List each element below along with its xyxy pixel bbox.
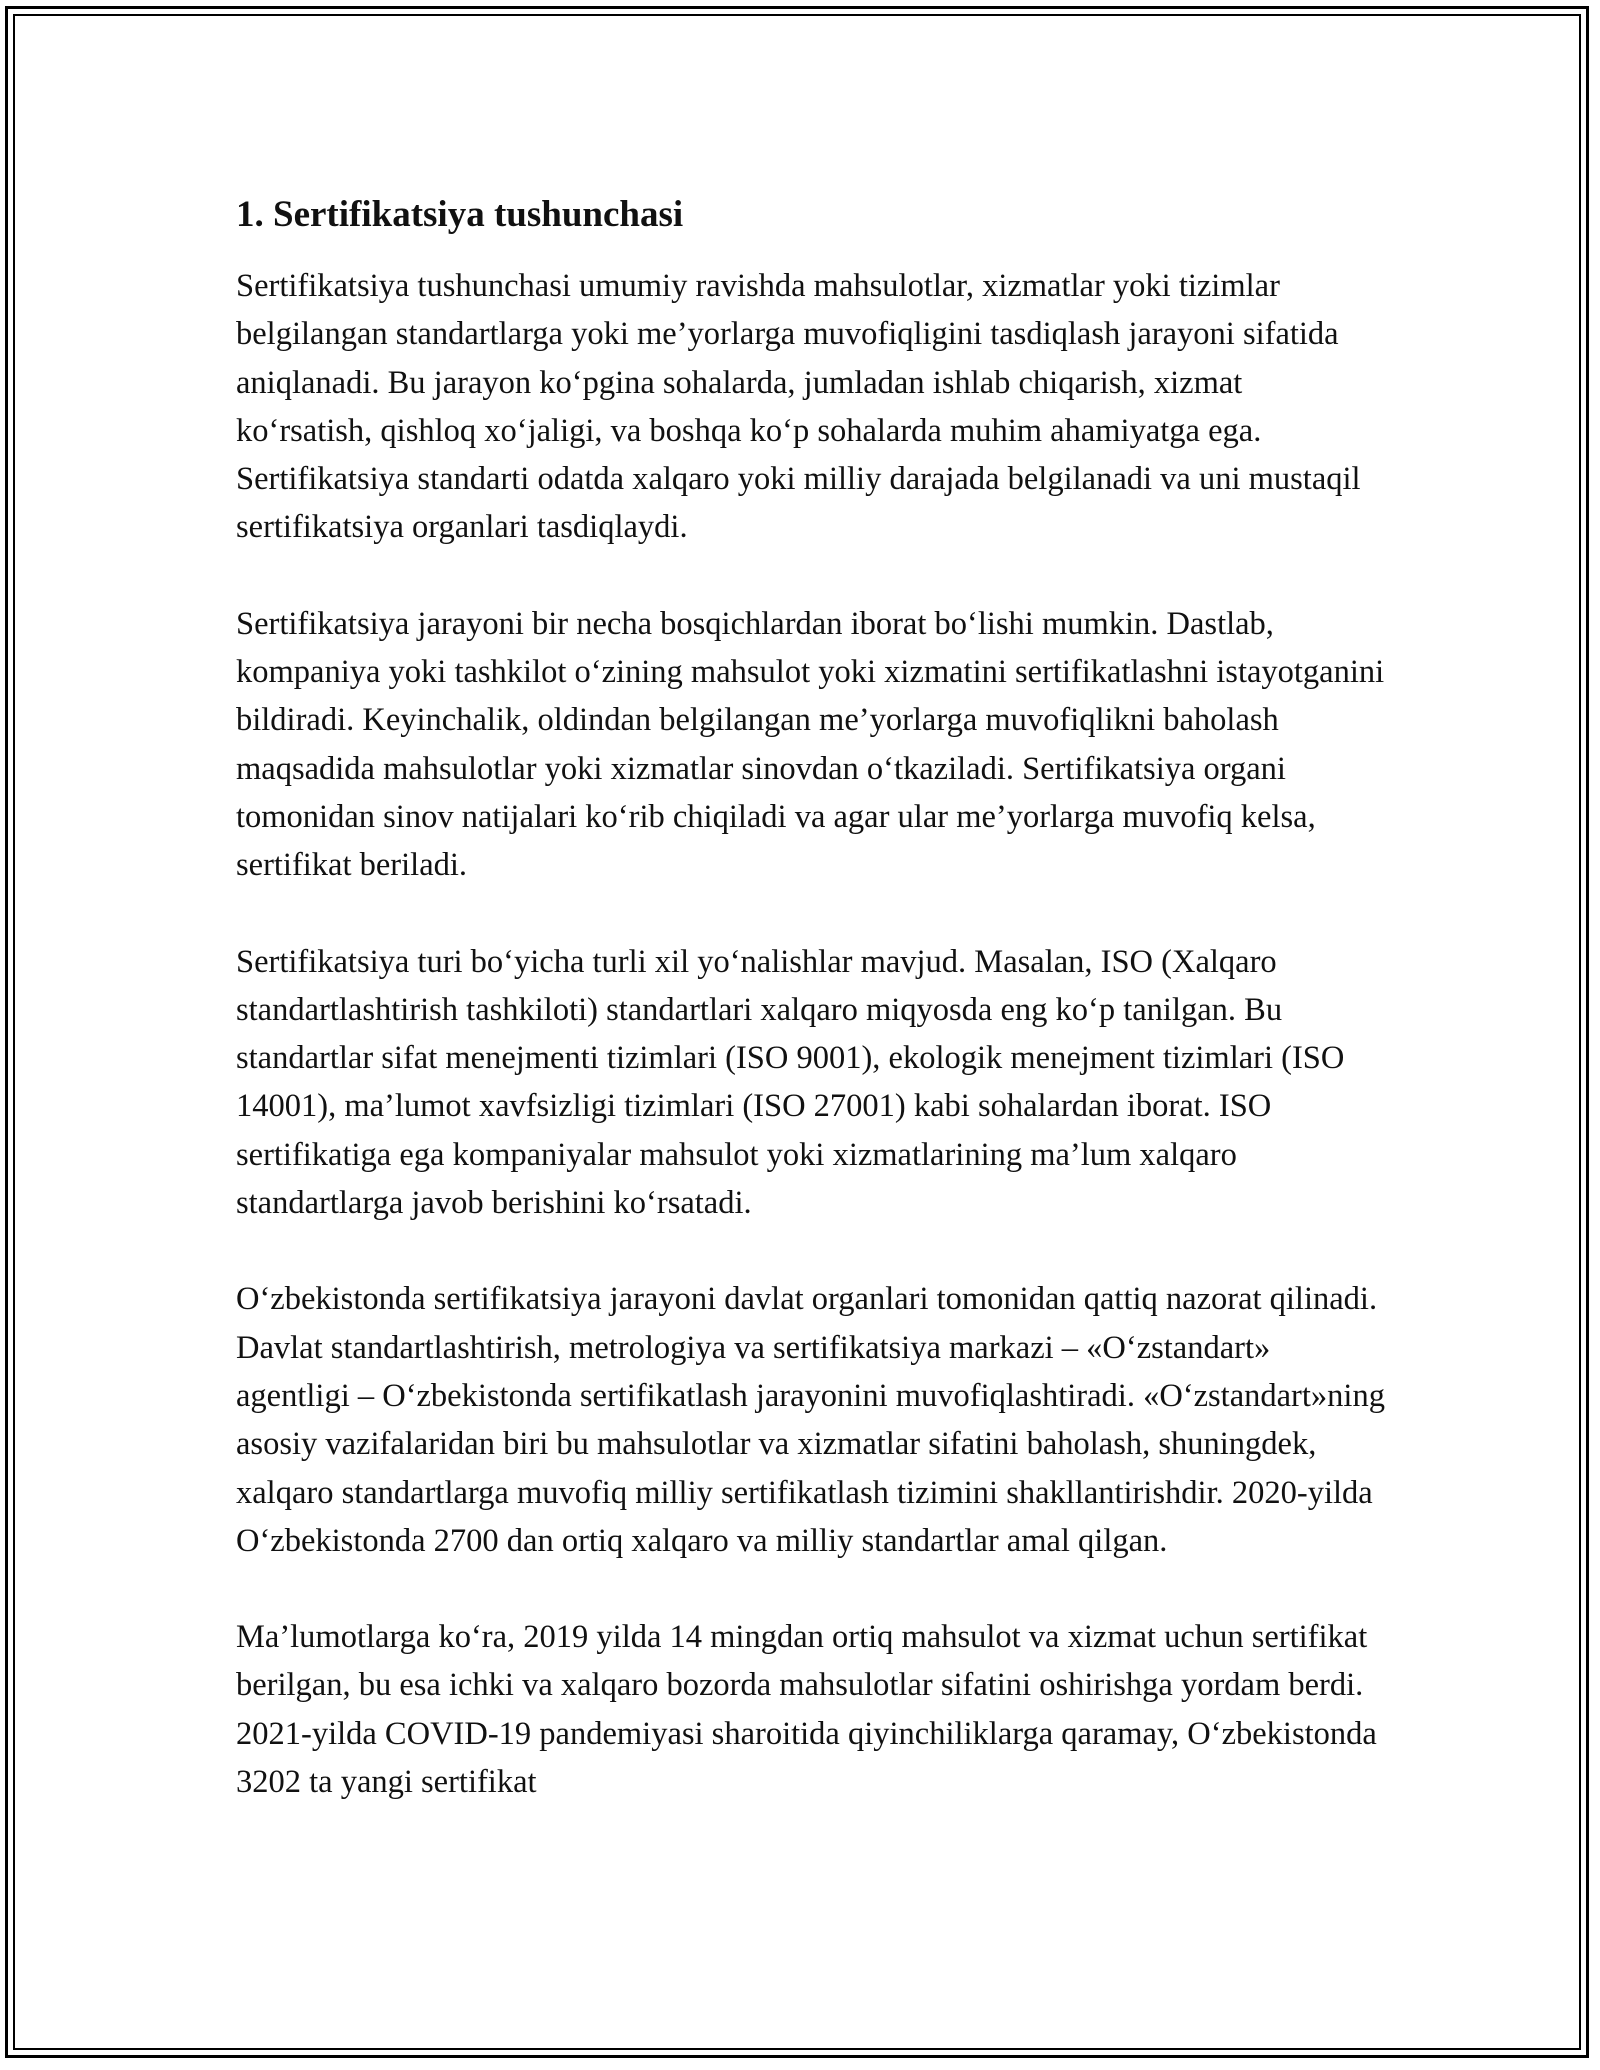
paragraph-1: Sertifikatsiya tushunchasi umumiy ravishda mahsulotlar, xizmatlar yoki tizimlar belgilangan standartlarga yoki me’yorlarga muvofiqligini tasdiqlash jarayoni sifatida aniqlanadi. Bu jarayon koʻpgina sohalarda, jumladan ishlab chiqarish, xizmat koʻrsatish, qishloq xoʻjaligi, va boshqa koʻp sohalarda muhim ahamiyatga ega. Sertifikatsiya standarti odatda xalqaro yoki milliy darajada belgilanadi va uni mustaqil sertifikatsiya organlari tasdiqlaydi. [236, 268, 1361, 546]
paragraph-3: Sertifikatsiya turi boʻyicha turli xil yoʻnalishlar mavjud. Masalan, ISO (Xalqaro standartlashtirish tashkiloti) standartlari xalqaro miqyosda eng koʻp tanilgan. Bu standartlar sifat menejmenti tizimlari (ISO 9001), ekologik menejment tizimlari (ISO 14001), ma’lumot xavfsizligi tizimlari (ISO 27001) kabi sohalardan iborat. ISO sertifikatiga ega kompaniyalar mahsulot yoki xizmatlarining ma’lum xalqaro standartlarga javob berishini koʻrsatadi. [236, 943, 1345, 1222]
paragraph-2: Sertifikatsiya jarayoni bir necha bosqichlardan iborat boʻlishi mumkin. Dastlab, kompaniya yoki tashkilot oʻzining mahsulot yoki xizmatini sertifikatlashni istayotganini bildiradi. Keyinchalik, oldindan belgilangan me’yorlarga muvofiqlikni baholash maqsadida mahsulotlar yoki xizmatlar sinovdan oʻtkaziladi. Sertifikatsiya organi tomonidan sinov natijalari koʻrib chiqiladi va agar ular me’yorlarga muvofiq kelsa, sertifikat beriladi. [236, 605, 1385, 884]
document-body [236, 190, 1386, 1854]
paragraph-4: Oʻzbekistonda sertifikatsiya jarayoni davlat organlari tomonidan qattiq nazorat qilinadi. Davlat standartlashtirish, metrologiya va sertifikatsiya markazi – «Oʻzstandart» agentligi – Oʻzbekistonda sertifikatlash jarayonini muvofiqlashtiradi. «Oʻzstandart»ning asosiy vazifalaridan biri bu mahsulotlar va xizmatlar sifatini baholash, shuningdek, xalqaro standartlarga muvofiq milliy sertifikatlash tizimini shakllantirishdir. 2020-yilda Oʻzbekistonda 2700 dan ortiq xalqaro va milliy standartlar amal qilgan. [236, 1281, 1385, 1559]
paragraph-5: Ma’lumotlarga koʻra, 2019 yilda 14 mingdan ortiq mahsulot va xizmat uchun sertifikat berilgan, bu esa ichki va xalqaro bozorda mahsulotlar sifatini oshirishga yordam berdi. 2021-yilda COVID-19 pandemiyasi sharoitida qiyinchiliklarga qaramay, Oʻzbekistonda 3202 ta yangi sertifikat [236, 1619, 1377, 1801]
section-heading: 1. Sertifikatsiya tushunchasi [236, 194, 684, 235]
